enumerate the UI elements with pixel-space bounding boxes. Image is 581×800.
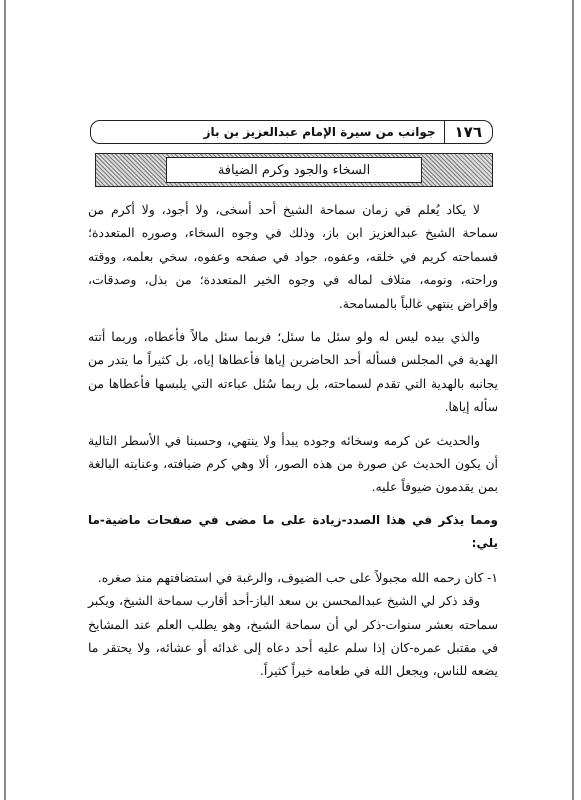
running-title: جوانب من سيرة الإمام عبدالعزيز بن باز xyxy=(203,125,436,139)
section-title: السخاء والجود وكرم الضيافة xyxy=(166,157,422,183)
subheading: ومما يذكر في هذا الصدد-زيادة على ما مضى في صفحات ماضية-ما يلي: xyxy=(88,512,498,551)
body-text xyxy=(88,198,498,683)
paragraph: والحديث عن كرمه وسخائه وجوده يبدأ ولا ينتهي، وحسبنا في الأسطر التالية أن يكون الحديث عن صورة من هذه الصور، ألا وهي كرم ضيافته، وعنايته البالغة بمن يقدمون ضيوفاً عليه. xyxy=(88,432,498,495)
paragraph: لا يكاد يُعلم في زمان سماحة الشيخ أحد أسخى، ولا أجود، ولا أكرم من سماحة الشيخ عبدالعزيز ابن باز، وذلك في وجوه السخاء، وصوره المتعددة؛ فسماحته كريم في خلقه، وعفوه، جواد في صفحه وعفوه، سخي بعلمه، ووقته وراحته، ونومه، متلاف لماله في وجوه الخير المتعددة؛ من بذل، وصدقات، وإقراض ينتهي غالباً بالمسامحة. xyxy=(88,202,498,311)
section-title-box xyxy=(95,153,493,187)
list-item: ١- كان رحمه الله مجبولاً على حب الضيوف، والرغبة في استضافتهم منذ صغره. xyxy=(97,569,498,585)
running-header xyxy=(90,120,493,144)
paragraph: وقد ذكر لي الشيخ عبدالمحسن بن سعد الباز-أحد أقارب سماحة الشيخ، ويكبر سماحته بعشر سنوات-ذكر لي أن سماحة الشيخ، وهو يطلب العلم عند المشايخ في مقتبل عمره-كان إذا سلم عليه أحد دعاه إلى غدائه أو عشائه، ولا يحتقر ما يضعه للناس، ويجعل الله في طعامه خيراً كثيراً. xyxy=(88,593,498,679)
paragraph: والذي بيده ليس له ولو سئل ما سئل؛ فربما سئل مالاً فأعطاه، وربما أتته الهدية في المجلس فسأله أحد الحاضرين إياها فأعطاها إياه، بل كثيراً ما يتدر من يجانبه بالهدية التي تقدم لسماحته، بل ربما سُئل عباءته التي يلبسها فأعطاها من سأله إياها. xyxy=(88,329,498,415)
page-number: ١٧٦ xyxy=(444,121,482,143)
